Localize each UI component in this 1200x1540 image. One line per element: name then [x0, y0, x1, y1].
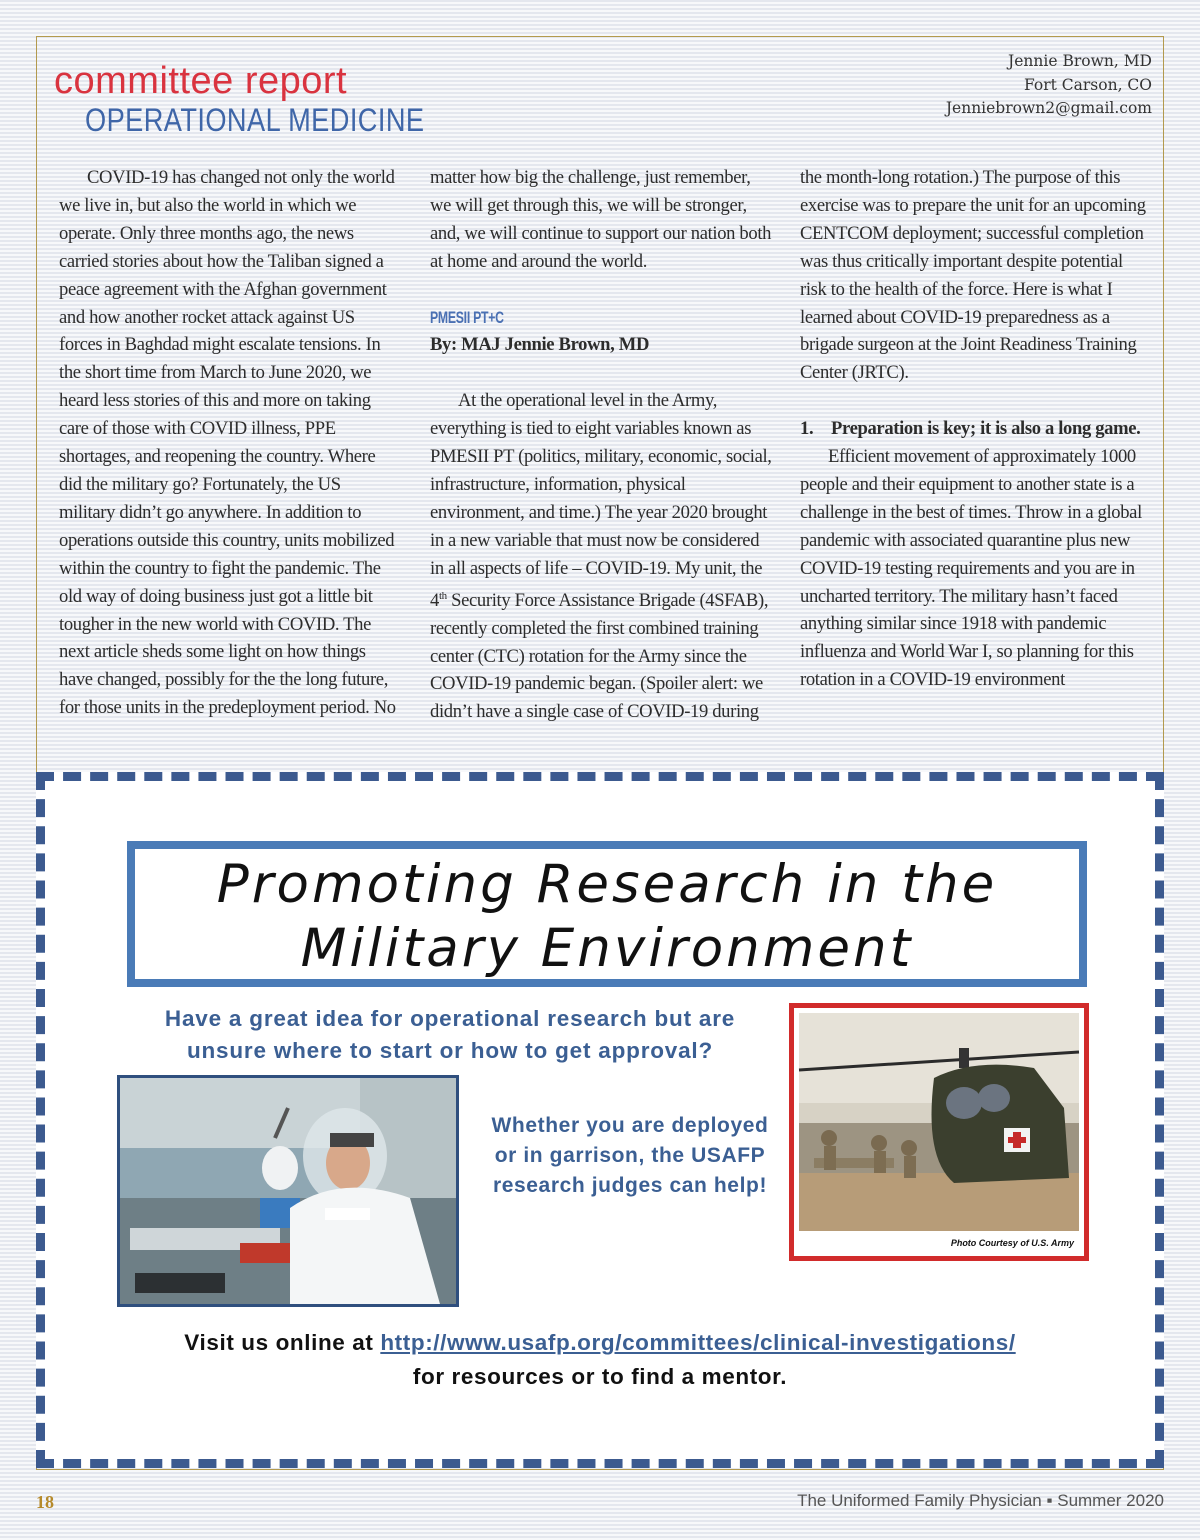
ad-middle-text: Whether you are deployed or in garrison, the USAFP research judges can help!	[491, 1114, 769, 1197]
page-number: 18	[36, 1492, 54, 1512]
ad-title-line-2: Military Environment	[300, 918, 914, 979]
section-paragraph: Efficient movement of approximately 1000 people and their equipment to another state is a challenge in the best of times. Throw in a global pandemic with associated quarantine plus new COVID-19 testing requirements and you are in uncharted territory. The military hasn’t faced anything similar since 1918 with pandemic influenza and World War I, so planning for this rotation in a COVID-19 environment	[800, 446, 1142, 691]
paragraph-part-a: At the operational level in the Army, everything is tied to eight variables known as PMESII PT (politics, military, economic, social, infrastructure, information, physical environment, and time.) The year 2020 brought in a new variable that must now be considered in all aspects of life – COVID-19. My unit, the 4	[430, 390, 772, 611]
article-byline: By: MAJ Jennie Brown, MD	[430, 334, 650, 356]
photo-credit: Photo Courtesy of U.S. Army	[950, 1238, 1074, 1248]
paragraph-part-b: Security Force Assistance Brigade (4SFAB), recently completed the first combined training center (CTC) rotation for the Army since the COVID-19 pandemic began. (Spoiler alert: we didn’t have a single case of COVID-19 during	[430, 589, 769, 723]
ad-title-line-1: Promoting Research in the	[216, 854, 998, 915]
ad-visit-line-1	[45, 1326, 1155, 1360]
intro-paragraph: COVID-19 has changed not only the world we live in, but also the world in which we operate. Only three months ago, the news carried stories about how the Taliban signed a peace agreement with the Afghan government and how another rocket attack against US forces in Baghdad might escalate tensions. In the short time from March to June 2020, we heard less stories of this and more on taking care of those with COVID illness, PPE shortages, and reopening the country. Where did the military go? Fortunately, the US military didn’t go anywhere. In addition to operations outside this country, units mobilized within the country to fight the pandemic. The old way of doing business just got a little bit tougher in the new world with COVID. The next article sheds some light on how things have changed, possibly for the the long future, for those units in the predeployment period. No	[59, 167, 396, 719]
ad-visit-text	[45, 1326, 1155, 1394]
ad-title-box	[127, 841, 1087, 987]
ad-question-line-2: unsure where to start or how to get approval?	[186, 1038, 714, 1063]
section-title: OPERATIONAL MEDICINE	[85, 102, 425, 138]
ad-visit-line-2: for resources or to find a mentor.	[412, 1364, 788, 1389]
publication-info: The Uniformed Family Physician ▪ Summer 2020	[797, 1491, 1164, 1510]
article-paragraph-continued: the month-long rotation.) The purpose of this exercise was to prepare the unit for an upcoming CENTCOM deployment; successful completion was thus critically important despite potential risk to the health of the force. Here is what I learned about COVID-19 preparedness as a brigade surgeon at the Joint Readiness Training Center (JRTC).	[800, 167, 1146, 384]
kicker-label: committee report	[54, 60, 348, 102]
header-left	[54, 62, 484, 136]
research-ad	[36, 772, 1164, 1468]
article-subhead: PMESII PT+C	[430, 307, 504, 327]
ad-question-line-1: Have a great idea for operational research but are	[164, 1006, 736, 1031]
ad-title	[135, 853, 1079, 981]
article-column-2	[430, 164, 775, 726]
medevac-helicopter-illustration	[794, 1008, 1084, 1256]
heading-title: Preparation is key; it is also a long game.	[831, 418, 1141, 440]
article-column-1	[59, 164, 399, 722]
lab-researcher-photo	[117, 1075, 459, 1307]
helicopter-photo	[789, 1003, 1089, 1261]
research-link[interactable]: http://www.usafp.org/committees/clinical-investigations/	[380, 1330, 1016, 1355]
article-column-3	[800, 164, 1150, 694]
ad-question	[100, 1003, 800, 1067]
author-name: Jennie Brown, MD	[1008, 52, 1152, 70]
numbered-heading	[800, 415, 1150, 443]
lab-researcher-illustration	[120, 1078, 456, 1304]
author-block	[946, 50, 1152, 121]
intro-paragraph-continued: matter how big the challenge, just remember, we will get through this, we will be stronger, and, we will continue to support our nation both at home and around the world.	[430, 167, 772, 272]
author-location: Fort Carson, CO	[1023, 75, 1152, 94]
ordinal-suffix: th	[438, 589, 447, 602]
visit-prefix: Visit us online at	[184, 1330, 381, 1355]
heading-number: 1.	[800, 418, 814, 440]
author-email[interactable]: Jenniebrown2@gmail.com	[945, 99, 1152, 117]
article-paragraph	[430, 387, 775, 726]
